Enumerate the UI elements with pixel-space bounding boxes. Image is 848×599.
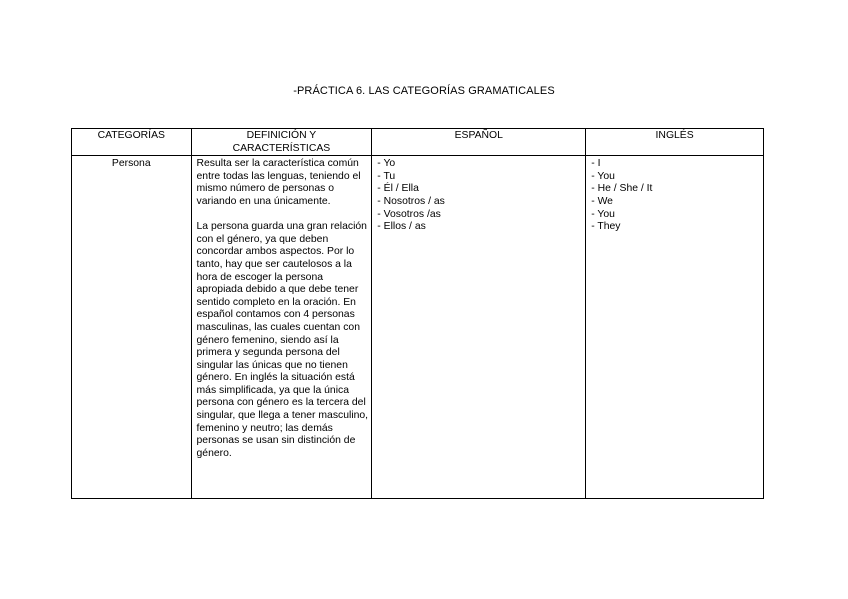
list-item: - You — [591, 170, 615, 182]
definition-paragraph-1: Resulta ser la característica común entre todas las lenguas, teniendo el mismo número de personas o variando en una únicamente. — [196, 158, 361, 207]
header-definicion-line2: CARACTERÍSTICAS — [232, 142, 331, 154]
definition-cell — [191, 156, 372, 499]
spanish-cell — [372, 156, 586, 499]
english-pronoun-list — [591, 158, 763, 234]
list-item: - Él / Ella — [377, 183, 419, 195]
list-item: - He / She / It — [591, 183, 653, 195]
table-row — [72, 156, 764, 499]
definition-paragraph-2: La persona guarda una gran relación con el género, ya que deben concordar ambos aspectos. Por lo tanto, hay que ser cautelosos a la hora de escoger la persona apropiada debido a que debe tener sentido completo en la oración. En español contamos con 4 personas masculinas, las cuales cuentan con género femenino, siendo así la primera y segunda persona del singular las únicas que no tienen género. En inglés la situación está más simplificada, ya que la única persona con género es la tercera del singular, que llega a tener masculino, femenino y neutro; las demás personas se usan sin distinción de género. — [196, 221, 369, 459]
list-item: - We — [591, 195, 613, 207]
list-item: - Tu — [377, 170, 396, 182]
list-item: - Nosotros / as — [377, 195, 445, 207]
document-title: -PRÁCTICA 6. LAS CATEGORÍAS GRAMATICALES — [293, 85, 555, 97]
header-categorias: CATEGORÍAS — [72, 129, 192, 156]
header-ingles: INGLÉS — [586, 129, 764, 156]
category-cell: Persona — [72, 156, 192, 499]
list-item: - They — [591, 221, 621, 233]
list-item: - Vosotros /as — [377, 208, 441, 220]
spanish-pronoun-list — [377, 158, 585, 234]
list-item: - I — [591, 158, 601, 170]
header-definicion — [191, 129, 372, 156]
list-item: - You — [591, 208, 615, 220]
header-definicion-line1: DEFINICIÓN Y — [246, 130, 317, 141]
list-item: - Yo — [377, 158, 396, 170]
list-item: - Ellos / as — [377, 221, 426, 233]
table-header-row — [72, 129, 764, 156]
header-espanol: ESPAÑOL — [372, 129, 586, 156]
categories-table — [71, 128, 764, 499]
english-cell — [586, 156, 764, 499]
